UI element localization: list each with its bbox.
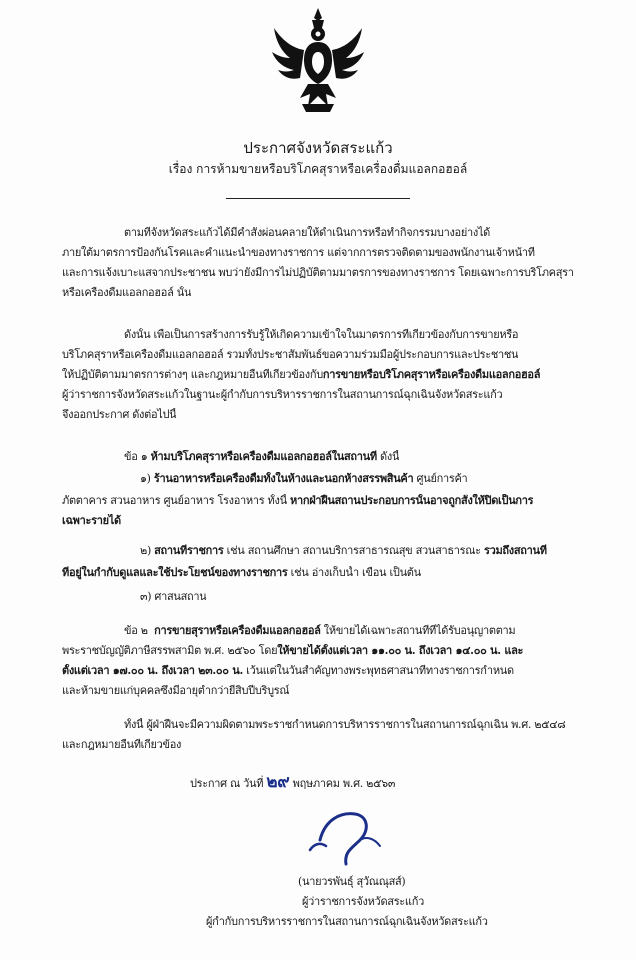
clause2-line2-plain: พระราชบัญญัติภาษีสรรพสามิต พ.ศ. ๒๕๖๐ โดย: [62, 644, 278, 657]
clause1-item1-line2-bold: หากฝ่าฝืนสถานประกอบการนั้นอาจถูกสั่งให้ปิดเป็นการ: [290, 494, 534, 507]
announce-prefix: ประกาศ ณ วันที่: [190, 777, 264, 790]
signature-icon: [300, 800, 400, 870]
clause1-item1-line2-plain: ภัตตาคาร สวนอาหาร ศูนย์อาหาร โรงอาหาร ทั้งนี้: [62, 494, 290, 507]
clause1-item2-bold2: รวมถึงสถานที่: [484, 544, 547, 557]
para1-line3: และการแจ้งเบาะแสจากประชาชน พบว่ายังมีการไม่ปฏิบัติตามมาตรการของทางราชการ โดยเฉพาะการบริโภคสุรา: [62, 266, 574, 279]
announce-suffix: พฤษภาคม พ.ศ. ๒๕๖๓: [292, 777, 396, 790]
clause1-item3: ๓) ศาสนสถาน: [140, 590, 207, 603]
signer-name: (นายวรพันธุ์ สุวัณณุสส์): [298, 875, 406, 888]
clause2-line1: [124, 624, 515, 640]
clause1-item2-line2: [62, 566, 421, 582]
clause1-item2-number: ๒): [140, 544, 155, 557]
clause1-item2-plain: เช่น สถานศึกษา สถานบริการสาธารณสุข สวนสาธารณะ: [223, 544, 484, 557]
clause1-heading-tail: ดังนี้: [380, 450, 400, 463]
para2-line5: จึงออกประกาศ ดังต่อไปนี้: [62, 408, 177, 421]
clause1-heading-bold: ห้ามบริโภคสุราหรือเครื่องดื่มแอลกอฮอล์ในสถานที่: [150, 450, 377, 463]
clause1-item1-number: ๑): [140, 472, 154, 485]
title-divider: [226, 198, 410, 199]
clause2-plain1: ให้ขายได้เฉพาะสถานที่ที่ได้รับอนุญาตตาม: [320, 624, 516, 637]
announcement-title: ประกาศจังหวัดสระแก้ว: [243, 139, 393, 157]
clause2-bold1: การขายสุราหรือเครื่องดื่มแอลกอฮอล์: [154, 624, 321, 637]
para2-line4: ผู้ว่าราชการจังหวัดสระแก้วในฐานะผู้กำกับการบริหารราชการในสถานการณ์ฉุกเฉินจังหวัดสระแก้ว: [62, 388, 503, 401]
para2-line2: บริโภคสุราหรือเครื่องดื่มแอลกอฮอล์ รวมทั้งประชาสัมพันธ์ขอความร่วมมือผู้ประกอบการและประชาชน: [62, 348, 519, 361]
clause2-line2-bold: ให้ขายได้ตั้งแต่เวลา ๑๑.๐๐ น. ถึงเวลา ๑๔.๐๐ น. และ: [277, 644, 524, 657]
clause2-line3: [62, 664, 514, 680]
clause1-heading: [124, 450, 399, 466]
penalty-line1: ทั้งนี้ ผู้ฝ่าฝืนจะมีความผิดตามพระราชกำหนดการบริหารราชการในสถานการณ์ฉุกเฉิน พ.ศ. ๒๕๔๘: [124, 718, 566, 731]
para2-line1: ดังนั้น เพื่อเป็นการสร้างการรับรู้ให้เกิดความเข้าใจในมาตรการที่เกี่ยวข้องกับการขายหรือ: [124, 328, 519, 341]
clause1-item1-line2: [62, 494, 533, 510]
clause1-item1-tail: ศูนย์การค้า: [413, 472, 468, 485]
garuda-emblem-icon: [268, 6, 368, 114]
clause1-item2-line2-plain: เช่น อ่างเก็บน้ำ เขื่อน เป็นต้น: [287, 566, 421, 579]
announce-day: ๒๙: [266, 772, 290, 792]
para1-line1: ตามที่จังหวัดสระแก้วได้มีคำสั่งผ่อนคลายให้ดำเนินการหรือทำกิจกรรมบางอย่างได้: [124, 226, 491, 239]
signer-role: ผู้กำกับการบริหารราชการในสถานการณ์ฉุกเฉินจังหวัดสระแก้ว: [206, 915, 488, 928]
clause1-item1-line3: เฉพาะรายได้: [62, 514, 121, 527]
clause1-item2-bold1: สถานที่ราชการ: [154, 544, 224, 557]
signer-position: ผู้ว่าราชการจังหวัดสระแก้ว: [302, 895, 424, 908]
penalty-line2: และกฎหมายอื่นที่เกี่ยวข้อง: [62, 738, 182, 751]
clause1-item1-bold: ร้านอาหารหรือเครื่องดื่มทั้งในห้างและนอกห้างสรรพสินค้า: [153, 472, 414, 485]
clause1-number: ข้อ ๑: [124, 450, 148, 463]
para2-line3-plain: ให้ปฏิบัติตามมาตรการต่างๆ และกฎหมายอื่นที่เกี่ยวข้องกับ: [62, 368, 323, 381]
clause1-item2-line1: [140, 544, 547, 560]
para1-line2: ภายใต้มาตรการป้องกันโรคและคำแนะนำของทางราชการ แต่จากการตรวจติดตามของพนักงานเจ้าหน้าที่: [62, 246, 535, 259]
clause2-line3-bold: ตั้งแต่เวลา ๑๗.๐๐ น. ถึงเวลา ๒๓.๐๐ น.: [62, 664, 243, 677]
announcement-subject: เรื่อง การห้ามขายหรือบริโภคสุราหรือเครื่องดื่มแอลกอฮอล์: [168, 162, 468, 176]
clause2-line4: และห้ามขายแก่บุคคลซึ่งมีอายุต่ำกว่ายี่สิบปีบริบูรณ์: [62, 684, 290, 697]
para1-line4: หรือเครื่องดื่มแอลกอฮอล์ นั้น: [62, 286, 192, 299]
clause2-number: ข้อ ๒: [124, 624, 148, 637]
announce-date: [190, 772, 395, 794]
para2-line3: [62, 368, 540, 384]
clause2-line2: [62, 644, 523, 660]
clause1-item1-line1: [140, 472, 467, 488]
para2-line3-bold: การขายหรือบริโภคสุราหรือเครื่องดื่มแอลกอฮอล์: [322, 368, 541, 381]
clause2-line3-plain: เว้นแต่ในวันสำคัญทางพระพุทธศาสนาที่ทางราชการกำหนด: [242, 664, 514, 677]
clause1-item2-line2-bold: ที่อยู่ในกำกับดูแลและใช้ประโยชน์ของทางราชการ: [62, 566, 288, 579]
